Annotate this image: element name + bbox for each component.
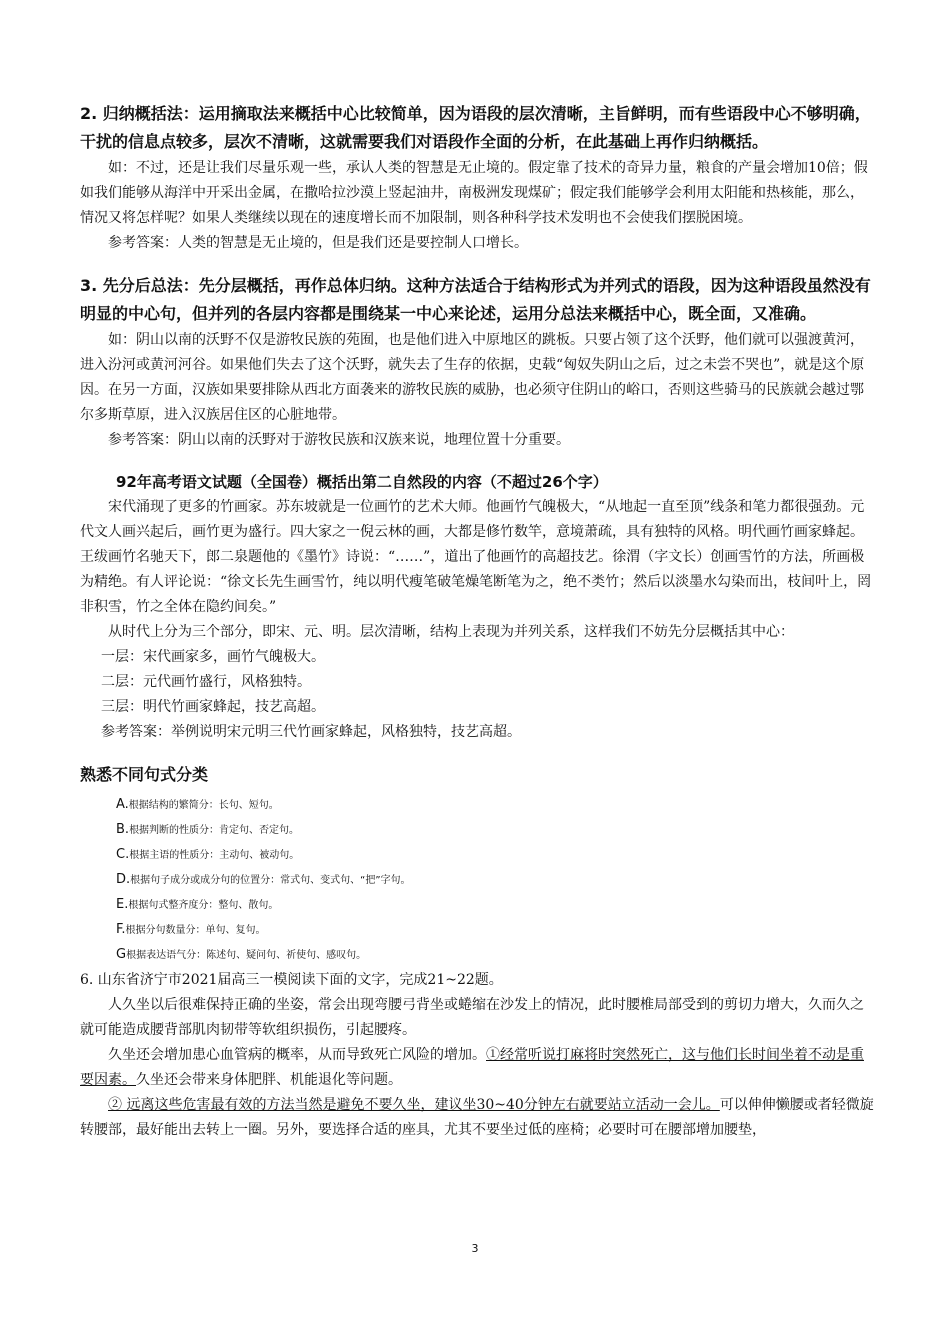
list-item: G根据表达语气分：陈述句、疑问句、祈使句、感叹句。 — [116, 947, 367, 962]
exam92-analysis: 从时代上分为三个部分，即宋、元、明。层次清晰，结构上表现为并列关系，这样我们不妨先分层概括其中心： — [108, 624, 794, 640]
section3-example: 如：阴山以南的沃野不仅是游牧民族的苑囿，也是他们进入中原地区的跳板。只要占领了这个沃野，他们就可以强渡黄河，进入汾河或黄河河谷。如果他们失去了这个沃野，就失去了生存的依据，史载“匈奴失阴山之后，过之未尝不哭也”，就是这个原因。在另一方面，汉族如果要排除从西北方面袭来的游牧民族的威胁，也必须守住阴山的峪口，否则这些骑马的民族就会越过鄂尔多斯草原，进入汉族居住区的心脏地带。 — [80, 332, 865, 423]
question6-title: 6. 山东省济宁市2021届高三一模阅读下面的文字，完成21~22题。 — [80, 972, 503, 988]
list-item: E.根据句式整齐度分：整句、散句。 — [116, 897, 279, 912]
question6-paragraph-1: 人久坐以后很难保持正确的坐姿，常会出现弯腰弓背坐或蜷缩在沙发上的情况，此时腰椎局部受到的剪切力增大，久而久之就可能造成腰背部肌肉韧带等软组织损伤，引起腰疼。 — [80, 997, 864, 1038]
list-item: C.根据主语的性质分：主动句、被动句。 — [116, 847, 300, 862]
document-page — [80, 100, 875, 1143]
underlined-sentence-1: ①经常听说打麻将时突然死亡，这与他们长时间坐着不动是重要因素。 — [80, 1047, 864, 1088]
list-item: B.根据判断的性质分：肯定句、否定句。 — [116, 822, 300, 837]
section2-example: 如：不过，还是让我们尽量乐观一些，承认人类的智慧是无止境的。假定靠了技术的奇异力量，粮食的产量会增加10倍；假如我们能够从海洋中开采出金属，在撒哈拉沙漠上竖起油井，南极洲发现煤矿；假定我们能够学会利用太阳能和热核能，那么，情况又将怎样呢？如果人类继续以现在的速度增长而不加限制，则各种科学技术发明也不会使我们摆脱困境。 — [80, 160, 868, 226]
exam92-heading: 92年高考语文试题（全国卷）概括出第二自然段的内容（不超过26个字） — [116, 473, 608, 491]
page-number: 3 — [471, 1242, 479, 1255]
section2-heading: 2. 归纳概括法：运用摘取法来概括中心比较简单，因为语段的层次清晰，主旨鲜明，而有些语段中心不够明确，干扰的信息点较多，层次不清晰，这就需要我们对语段作全面的分析，在此基础上再作归纳概括。 — [80, 104, 871, 151]
sentence-types-heading: 熟悉不同句式分类 — [80, 765, 209, 784]
exam92-layer-2: 二层：元代画竹盛行，风格独特。 — [101, 674, 311, 690]
list-item: D.根据句子成分或成分句的位置分：常式句、变式句、“把”字句。 — [116, 872, 411, 887]
section3-answer: 参考答案：阴山以南的沃野对于游牧民族和汉族来说，地理位置十分重要。 — [108, 432, 570, 448]
exam92-layer-1: 一层：宋代画家多，画竹气魄极大。 — [101, 649, 325, 665]
question6-paragraph-2: 久坐还会增加患心血管病的概率，从而导致死亡风险的增加。①经常听说打麻将时突然死亡，这与他们长时间坐着不动是重要因素。久坐还会带来身体肥胖、机能退化等问题。 — [80, 1047, 864, 1088]
exam92-passage: 宋代涌现了更多的竹画家。苏东坡就是一位画竹的艺术大师。他画竹气魄极大，“从地起一直至顶”线条和笔力都很强劲。元代文人画兴起后，画竹更为盛行。四大家之一倪云林的画，大都是修竹数竿，意境萧疏，具有独特的风格。明代画竹画家蜂起。王绂画竹名驰天下，郎二泉题他的《墨竹》诗说：“……”，道出了他画竹的高超技艺。徐渭（字文长）创画雪竹的方法，所画极为精绝。有人评论说：“徐文长先生画雪竹，纯以明代瘦笔破笔燥笔断笔为之，绝不类竹；然后以淡墨水勾染而出，枝间叶上，罔非积雪，竹之全体在隐约间矣。” — [80, 499, 872, 615]
section3-heading: 3. 先分后总法：先分层概括，再作总体归纳。这种方法适合于结构形式为并列式的语段，因为这种语段虽然没有明显的中心句，但并列的各层内容都是围绕某一中心来论述，运用分总法来概括中心，既全面，又准确。 — [80, 276, 871, 323]
list-item: A.根据结构的繁简分：长句、短句。 — [116, 797, 279, 812]
sentence-types-list — [80, 793, 875, 968]
underlined-sentence-2: ② 远离这些危害最有效的方法当然是避免不要久坐，建议坐30~40分钟左右就要站立活动一会儿。 — [108, 1097, 720, 1113]
question6-paragraph-3: ② 远离这些危害最有效的方法当然是避免不要久坐，建议坐30~40分钟左右就要站立活动一会儿。可以伸伸懒腰或者轻微旋转腰部，最好能出去转上一圈。另外，要选择合适的座具，尤其不要坐过低的座椅；必要时可在腰部增加腰垫， — [80, 1097, 874, 1138]
exam92-layer-3: 三层：明代竹画家蜂起，技艺高超。 — [101, 699, 325, 715]
list-item: F.根据分句数量分：单句、复句。 — [116, 922, 266, 937]
section2-answer: 参考答案：人类的智慧是无止境的，但是我们还是要控制人口增长。 — [108, 235, 528, 251]
exam92-answer: 参考答案：举例说明宋元明三代竹画家蜂起，风格独特，技艺高超。 — [101, 724, 521, 740]
